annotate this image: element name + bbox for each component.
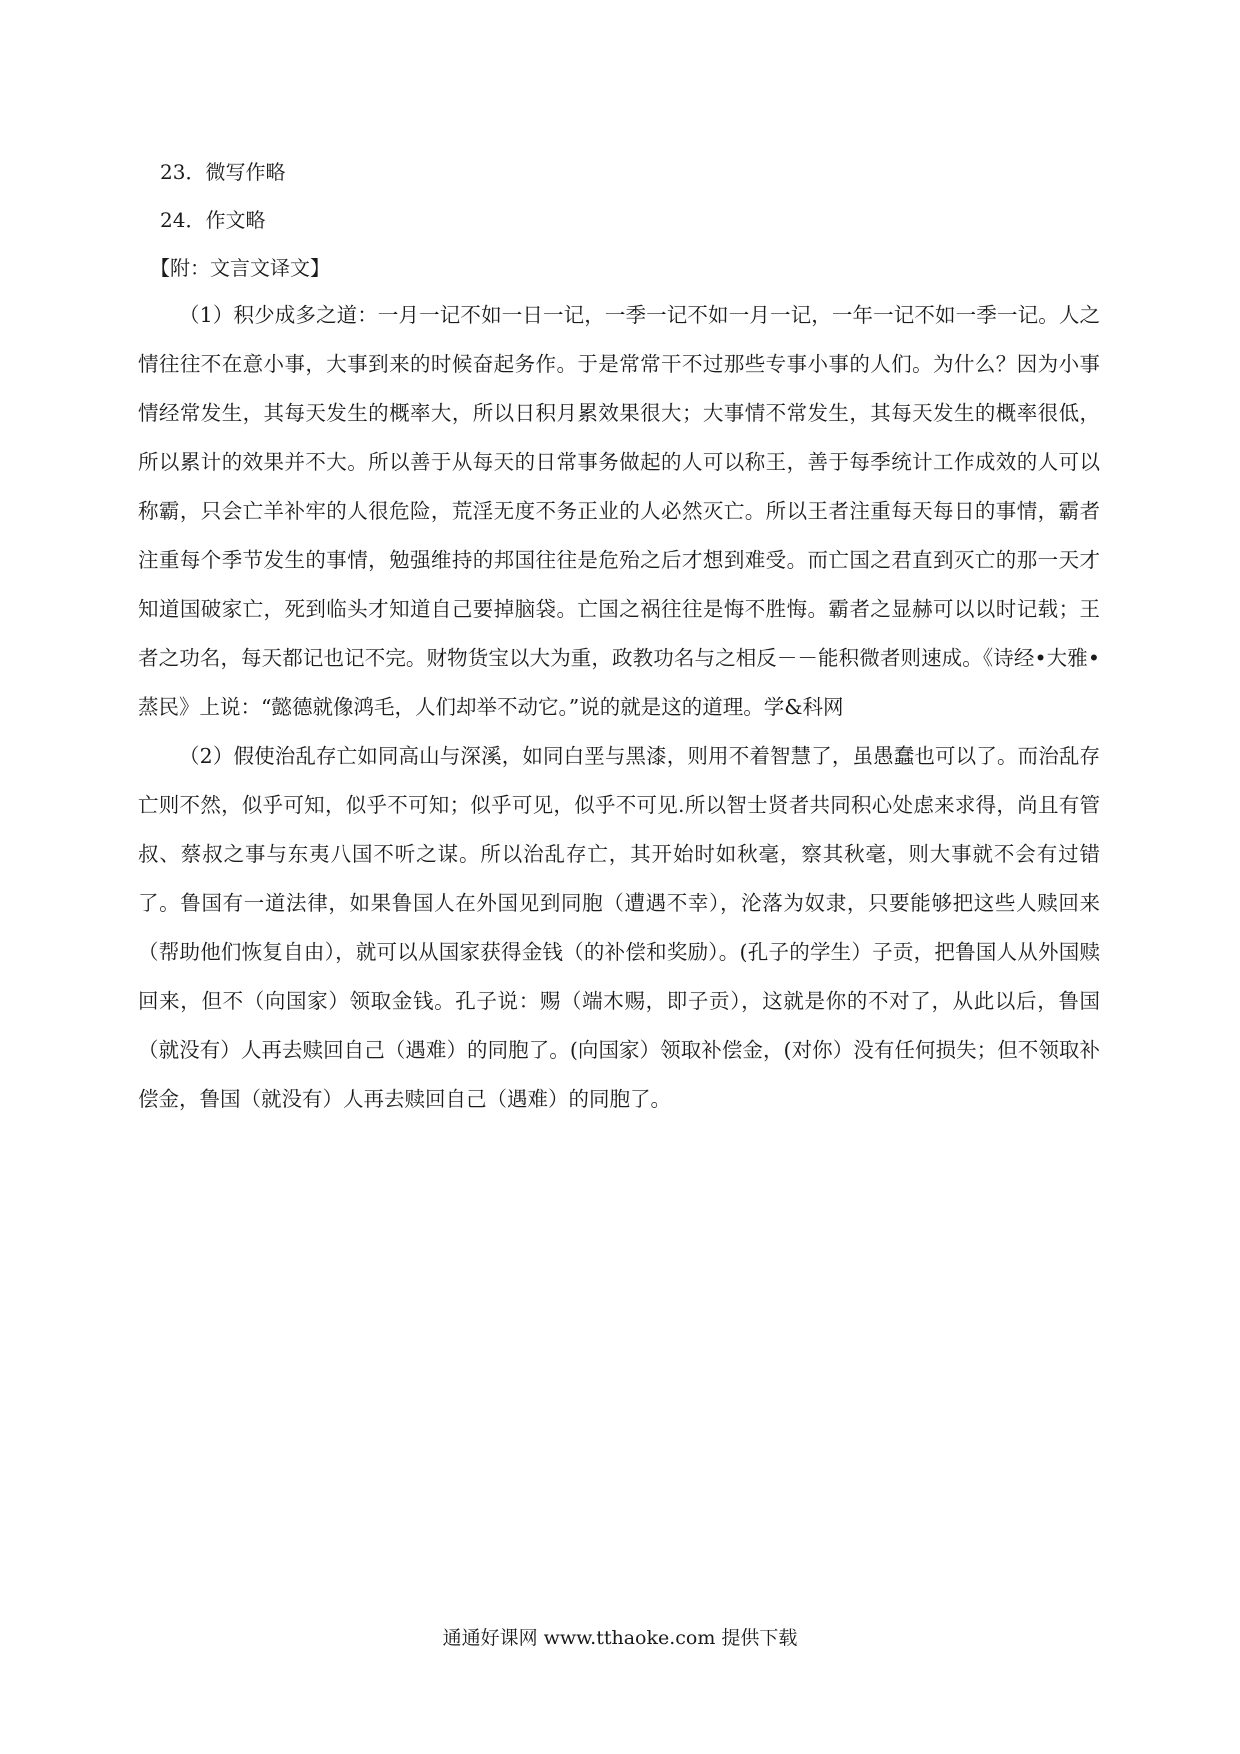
answer-item-23: 23．微写作略	[160, 160, 286, 184]
translation-paragraph-1: （1）积少成多之道：一月一记不如一日一记，一季一记不如一月一记，一年一记不如一季一记。人之情往往不在意小事，大事到来的时候奋起务作。于是常常干不过那些专事小事的人们。为什么？因为小事情经常发生，其每天发生的概率大，所以日积月累效果很大；大事情不常发生，其每天发生的概率很低，所以累计的效果并不大。所以善于从每天的日常事务做起的人可以称王，善于每季统计工作成效的人可以称霸，只会亡羊补牢的人很危险，荒淫无度不务正业的人必然灭亡。所以王者注重每天每日的事情，霸者注重每个季节发生的事情，勉强维持的邦国往往是危殆之后才想到难受。而亡国之君直到灭亡的那一天才知道国破家亡，死到临头才知道自己要掉脑袋。亡国之祸往往是悔不胜悔。霸者之显赫可以以时记载；王者之功名，每天都记也记不完。财物货宝以大为重，政教功名与之相反－－能积微者则速成。《诗经•大雅•蒸民》上说：“懿德就像鸿毛，人们却举不动它。”说的就是这的道理。学&科网	[138, 303, 1100, 719]
page-footer: 通通好课网 www.tthaoke.com 提供下载	[442, 1627, 798, 1649]
answer-item-24: 24．作文略	[160, 208, 266, 232]
translation-paragraph-2: （2）假使治乱存亡如同高山与深溪，如同白垩与黑漆，则用不着智慧了，虽愚蠢也可以了。而治乱存亡则不然，似乎可知，似乎不可知；似乎可见，似乎不可见.所以智士贤者共同积心处虑来求得，尚且有管叔、蔡叔之事与东夷八国不听之谋。所以治乱存亡，其开始时如秋毫，察其秋毫，则大事就不会有过错了。鲁国有一道法律，如果鲁国人在外国见到同胞（遭遇不幸），沦落为奴隶，只要能够把这些人赎回来（帮助他们恢复自由），就可以从国家获得金钱（的补偿和奖励）。(孔子的学生）子贡，把鲁国人从外国赎回来，但不（向国家）领取金钱。孔子说：赐（端木赐，即子贡），这就是你的不对了，从此以后，鲁国（就没有）人再去赎回自己（遇难）的同胞了。(向国家）领取补偿金，(对你）没有任何损失；但不领取补偿金，鲁国（就没有）人再去赎回自己（遇难）的同胞了。	[138, 744, 1100, 1111]
appendix-heading: 【附：文言文译文】	[150, 256, 330, 280]
